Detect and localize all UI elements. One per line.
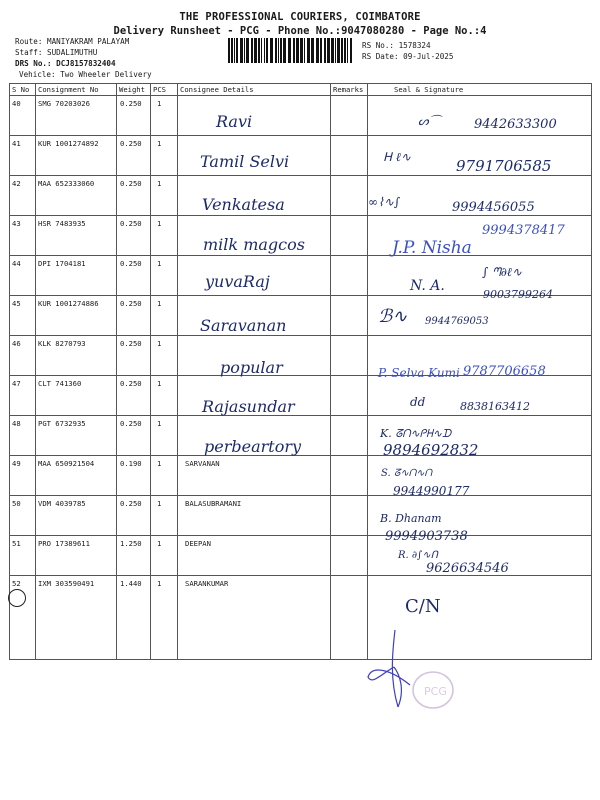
weight-cell: 1.440	[117, 576, 151, 660]
handwritten-name: Tamil Selvi	[200, 152, 290, 171]
staff-label: Staff: SUDALIMUTHU	[15, 48, 98, 57]
barcode-bar	[264, 38, 265, 63]
weight-cell: 0.190	[117, 456, 151, 496]
handwritten-phone: 9994378417	[482, 223, 565, 238]
barcode-bar	[270, 38, 273, 63]
barcode-bar	[320, 38, 322, 63]
pieces-cell: 1	[151, 416, 178, 456]
column-header: Consignee Details	[178, 84, 331, 96]
handwritten-phone: 9626634546	[426, 561, 509, 576]
remarks-cell	[331, 416, 368, 456]
handwritten-signature: N. A.	[410, 278, 445, 294]
handwritten-name: yuvaRaj	[205, 272, 270, 291]
handwritten-signature: K. ᘔᑎ∿ᑭᕼ∿ᗪ	[380, 427, 452, 440]
handwritten-signature: ᕼ ℓ∿	[383, 150, 411, 164]
serial-number-cell: 50	[10, 496, 36, 536]
serial-number-cell: 41	[10, 136, 36, 176]
handwritten-name: Rajasundar	[202, 397, 295, 416]
pieces-cell: 1	[151, 336, 178, 376]
remarks-cell	[331, 376, 368, 416]
remarks-cell	[331, 456, 368, 496]
consignee-cell: SARVANAN	[178, 456, 331, 496]
barcode-bar	[316, 38, 319, 63]
serial-number-cell: 46	[10, 336, 36, 376]
consignment-number-cell: SMG 70203026	[36, 96, 117, 136]
barcode-bar	[246, 38, 249, 63]
consignee-cell: SARANKUMAR	[178, 576, 331, 660]
barcode-bar	[283, 38, 286, 63]
consignment-number-cell: DPI 1704181	[36, 256, 117, 296]
weight-cell: 0.250	[117, 416, 151, 456]
handwritten-signature: B. Dhanam	[380, 512, 442, 525]
barcode-bar	[266, 38, 268, 63]
serial-number-cell: 43	[10, 216, 36, 256]
serial-number-cell: 47	[10, 376, 36, 416]
remarks-cell	[331, 336, 368, 376]
consignment-number-cell: MAA 650921504	[36, 456, 117, 496]
barcode-bar	[331, 38, 334, 63]
vehicle-label: Vehicle: Two Wheeler Delivery	[19, 70, 152, 79]
barcode-bar	[240, 38, 243, 63]
handwritten-signature: S. ᘔ∿ᑎ∿ᑎ	[381, 468, 432, 479]
handwritten-name: perbeartory	[204, 437, 302, 456]
pieces-cell: 1	[151, 496, 178, 536]
column-header: S No	[10, 84, 36, 96]
serial-number-cell: 44	[10, 256, 36, 296]
handwritten-phone: 9944769053	[425, 316, 489, 327]
consignment-number-cell: KUR 1001274886	[36, 296, 117, 336]
consignee-cell: BALASUBRAMANI	[178, 496, 331, 536]
weight-cell: 0.250	[117, 176, 151, 216]
column-header: Seal & Signature	[368, 84, 592, 96]
handwritten-phone: 8838163412	[460, 400, 530, 413]
barcode-bar	[280, 38, 282, 63]
consignment-number-cell: KLK 8270793	[36, 336, 117, 376]
column-header: Weight	[117, 84, 151, 96]
weight-cell: 0.250	[117, 96, 151, 136]
consignment-number-cell: VDM 4039785	[36, 496, 117, 536]
signature-cell	[368, 256, 592, 296]
consignee-cell	[178, 96, 331, 136]
handwritten-name: milk magcos	[203, 235, 305, 254]
remarks-cell	[331, 176, 368, 216]
table-row	[10, 456, 592, 496]
company-title: THE PROFESSIONAL COURIERS, COIMBATORE	[179, 11, 421, 23]
barcode-bar	[347, 38, 348, 63]
table-row	[10, 296, 592, 336]
remarks-cell	[331, 136, 368, 176]
weight-cell: 0.250	[117, 256, 151, 296]
weight-cell: 0.250	[117, 296, 151, 336]
weight-cell: 1.250	[117, 536, 151, 576]
barcode-bar	[228, 38, 230, 63]
barcode	[228, 38, 354, 63]
consignment-number-cell: MAA 652333060	[36, 176, 117, 216]
serial-number-cell: 45	[10, 296, 36, 336]
pieces-cell: 1	[151, 176, 178, 216]
consignment-number-cell: CLT 741360	[36, 376, 117, 416]
barcode-bar	[327, 38, 330, 63]
barcode-bar	[251, 38, 253, 63]
barcode-bar	[234, 38, 235, 63]
barcode-bar	[288, 38, 291, 63]
barcode-bar	[324, 38, 326, 63]
barcode-bar	[341, 38, 343, 63]
barcode-bar	[293, 38, 295, 63]
faint-stamp-icon	[408, 668, 458, 712]
consignment-number-cell: KUR 1001274892	[36, 136, 117, 176]
barcode-bar	[350, 38, 352, 63]
barcode-bar	[278, 38, 279, 63]
handwritten-phone: 9791706585	[456, 157, 552, 175]
serial-number-cell: 48	[10, 416, 36, 456]
serial-number-cell: 42	[10, 176, 36, 216]
consignment-number-cell: PRO 17389611	[36, 536, 117, 576]
weight-cell: 0.250	[117, 216, 151, 256]
pieces-cell: 1	[151, 96, 178, 136]
table-row	[10, 576, 592, 660]
barcode-bar	[244, 38, 245, 63]
handwritten-phone: 9994903738	[385, 529, 468, 544]
remarks-cell	[331, 96, 368, 136]
serial-number-cell: 51	[10, 536, 36, 576]
handwritten-signature: ∫ ᘉ∂ℓ∿	[482, 265, 522, 279]
barcode-bar	[311, 38, 314, 63]
handwritten-phone: 9944990177	[393, 484, 470, 498]
pieces-cell: 1	[151, 256, 178, 296]
remarks-cell	[331, 536, 368, 576]
weight-cell: 0.250	[117, 376, 151, 416]
remarks-cell	[331, 496, 368, 536]
handwritten-name: popular	[220, 358, 283, 377]
handwritten-name: Ravi	[216, 112, 253, 131]
remarks-cell	[331, 296, 368, 336]
barcode-bar	[344, 38, 346, 63]
consignee-cell: DEEPAN	[178, 536, 331, 576]
handwritten-name: Venkatesa	[202, 195, 285, 214]
pieces-cell: 1	[151, 296, 178, 336]
rs-number: RS No.: 1578324	[362, 41, 431, 50]
pieces-cell: 1	[151, 536, 178, 576]
pieces-cell: 1	[151, 216, 178, 256]
circle-mark	[8, 589, 26, 607]
remarks-cell	[331, 216, 368, 256]
weight-cell: 0.250	[117, 496, 151, 536]
handwritten-phone: 9894692832	[383, 441, 479, 459]
handwritten-signature: ᔕ⌒	[418, 114, 441, 128]
serial-number-cell: 40	[10, 96, 36, 136]
route-label: Route: MANIYAKRAM PALAYAM	[15, 37, 130, 46]
handwritten-signature: R. ∂∫∿ᑎ	[398, 550, 438, 561]
handwritten-phone: 9003799264	[483, 288, 553, 301]
barcode-bar	[236, 38, 238, 63]
rs-date: RS Date: 09-Jul-2025	[362, 52, 454, 61]
barcode-bar	[231, 38, 233, 63]
pieces-cell: 1	[151, 136, 178, 176]
weight-cell: 0.250	[117, 336, 151, 376]
handwritten-signature: ∞⌇∿∫	[368, 195, 401, 209]
handwritten-signature: P. Selva Kumi	[378, 366, 460, 380]
svg-text:PCG: PCG	[424, 685, 447, 698]
barcode-bar	[335, 38, 336, 63]
handwritten-name: Saravanan	[200, 316, 287, 335]
runsheet-subtitle: Delivery Runsheet - PCG - Phone No.:9047080280 - Page No.:4	[113, 25, 487, 37]
pieces-cell: 1	[151, 576, 178, 660]
handwritten-signature: dd	[410, 395, 426, 409]
pieces-cell: 1	[151, 456, 178, 496]
handwritten-signature: C/N	[405, 596, 441, 617]
barcode-bar	[304, 38, 305, 63]
serial-number-cell: 49	[10, 456, 36, 496]
handwritten-signature: J.P. Nisha	[392, 238, 472, 258]
barcode-bar	[337, 38, 340, 63]
barcode-bar	[275, 38, 277, 63]
weight-cell: 0.250	[117, 136, 151, 176]
handwritten-signature: ℬ∿	[378, 306, 408, 327]
remarks-cell	[331, 256, 368, 296]
consignment-number-cell: HSR 7483935	[36, 216, 117, 256]
table-row	[10, 496, 592, 536]
drs-number: DRS No.: DCJ8157832404	[15, 59, 116, 68]
pieces-cell: 1	[151, 376, 178, 416]
barcode-bar	[254, 38, 257, 63]
barcode-bar	[296, 38, 299, 63]
handwritten-phone: 9442633300	[474, 117, 557, 132]
consignment-number-cell: IXM 303590491	[36, 576, 117, 660]
column-header: Remarks	[331, 84, 368, 96]
column-header: PCS	[151, 84, 178, 96]
table-header-row	[10, 84, 592, 96]
handwritten-phone: 9787706658	[463, 364, 546, 379]
serial-number-cell: 52	[10, 576, 36, 660]
column-header: Consignment No	[36, 84, 117, 96]
barcode-bar	[261, 38, 262, 63]
barcode-bar	[300, 38, 303, 63]
barcode-bar	[307, 38, 310, 63]
barcode-bar	[258, 38, 260, 63]
consignment-number-cell: PGT 6732935	[36, 416, 117, 456]
handwritten-phone: 9994456055	[452, 200, 535, 215]
